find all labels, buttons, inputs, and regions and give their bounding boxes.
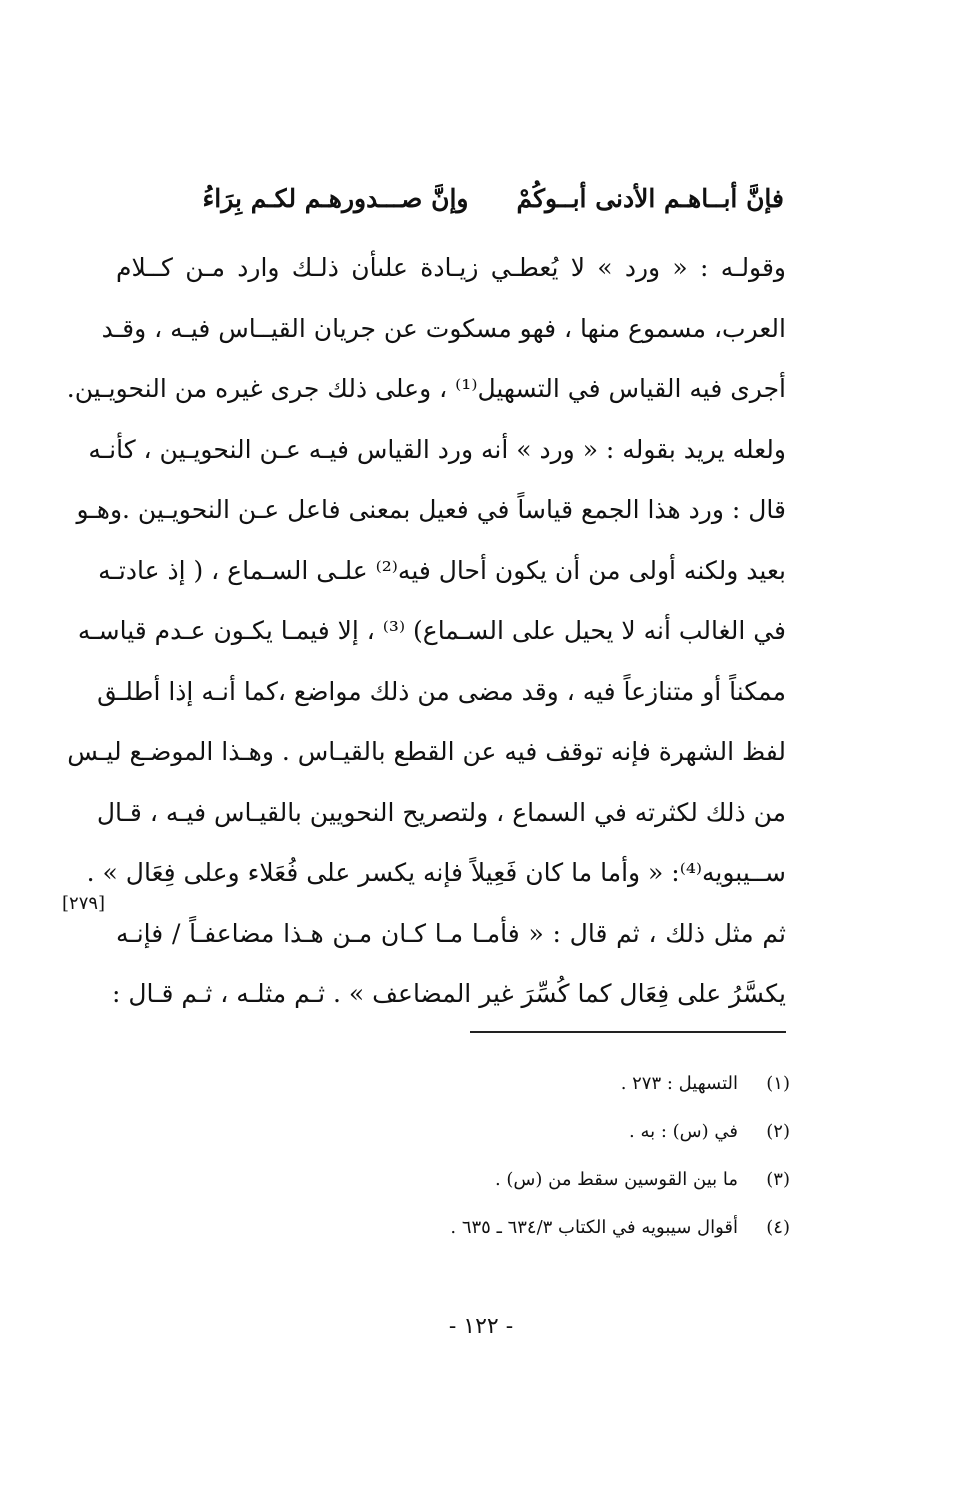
footnote-divider (470, 1031, 786, 1033)
footnote-text: أقوال سيبويه في الكتاب ٦٣٤/٣ ـ ٦٣٥ . (450, 1217, 738, 1238)
footnote-item (450, 1204, 790, 1252)
footnote-item (450, 1108, 790, 1156)
footnote-item (450, 1060, 790, 1108)
footnotes (450, 1060, 790, 1252)
poetry-verse (203, 184, 784, 213)
footnote-number: (٣) (766, 1169, 790, 1190)
text-line: ســيبويه⁽⁴⁾: « وأما ما كان فَعِيلاً فإنه يكسر على فُعَلاء وعلى فِعَال » . (86, 858, 786, 887)
footnote-number: (٤) (766, 1217, 790, 1238)
text-line: ثم مثل ذلك ، ثم قال : « فأمـا مـا كـان مـن هـذا مضاعفـاً / فإنـه (116, 918, 786, 948)
footnote-text: في (س) : به . (629, 1121, 738, 1142)
text-line: بعيد ولكنه أولى من أن يكون أحال فيه⁽²⁾ علـى السـماع ، ( إذ عادتـه (98, 555, 786, 585)
footnote-text: ما بين القوسين سقط من (س) . (494, 1169, 738, 1190)
text-line: ممكناً أو متنازعاً فيه ، وقد مضى من ذلك مواضع ،كما أنـه إذا أطلـق (97, 676, 786, 706)
page-number: - ١٢٢ - (448, 1314, 514, 1339)
text-line: قال : ورد هذا الجمع قياساً في فعيل بمعنى فاعل عـن النحويـين .وهـو (76, 495, 786, 524)
text-line: من ذلك لكثرته في السماع ، ولتصريح النحويين بالقيـاس فيـه ، قـال (96, 797, 786, 827)
text-line: ولعله يريد بقوله : « ورد » أنه ورد القياس فيـه عـن النحويـين ، كأنـه (88, 434, 786, 464)
text-line: العرب، مسموع منها ، فهو مسكوت عن جريان القيــاس فيـه ، وقـد (101, 313, 786, 343)
verse-hemistich-second: وإنَّ صـــدورهـم لكـم بِرَاءُ (202, 184, 469, 213)
footnote-number: (٢) (766, 1121, 790, 1142)
text-line: في الغالب أنه لا يحيل على السـماع) ⁽³⁾ ، إلا فيمـا يكـون عـدم قياسـه (77, 616, 786, 645)
text-line: وقولـه : « ورد » لا يُعطـي زيـادة علىأن ذلـك وارد مـن كــلام (116, 253, 786, 282)
text-line: لفظ الشهرة فإنه توقف فيه عن القطع بالقيـاس . وهـذا الموضـع ليـس (67, 737, 786, 766)
margin-page-reference: [٢٧٩] (62, 893, 106, 914)
footnote-number: (١) (766, 1073, 790, 1094)
text-line: أجرى فيه القياس في التسهيل⁽¹⁾ ، وعلى ذلك جرى غيره من النحويـين. (66, 374, 786, 403)
verse-hemistich-first: فإنَّ أبــاهـم الأدنى أبــوكُمْ (516, 184, 784, 213)
footnote-text: التسهيل : ٢٧٣ . (620, 1073, 738, 1094)
text-line: يكسَّرُ على فِعَال كما كُسِّرَ غير المضاعف » . ثـم مثلـه ، ثـم قـال : (112, 979, 786, 1008)
footnote-item (450, 1156, 790, 1204)
